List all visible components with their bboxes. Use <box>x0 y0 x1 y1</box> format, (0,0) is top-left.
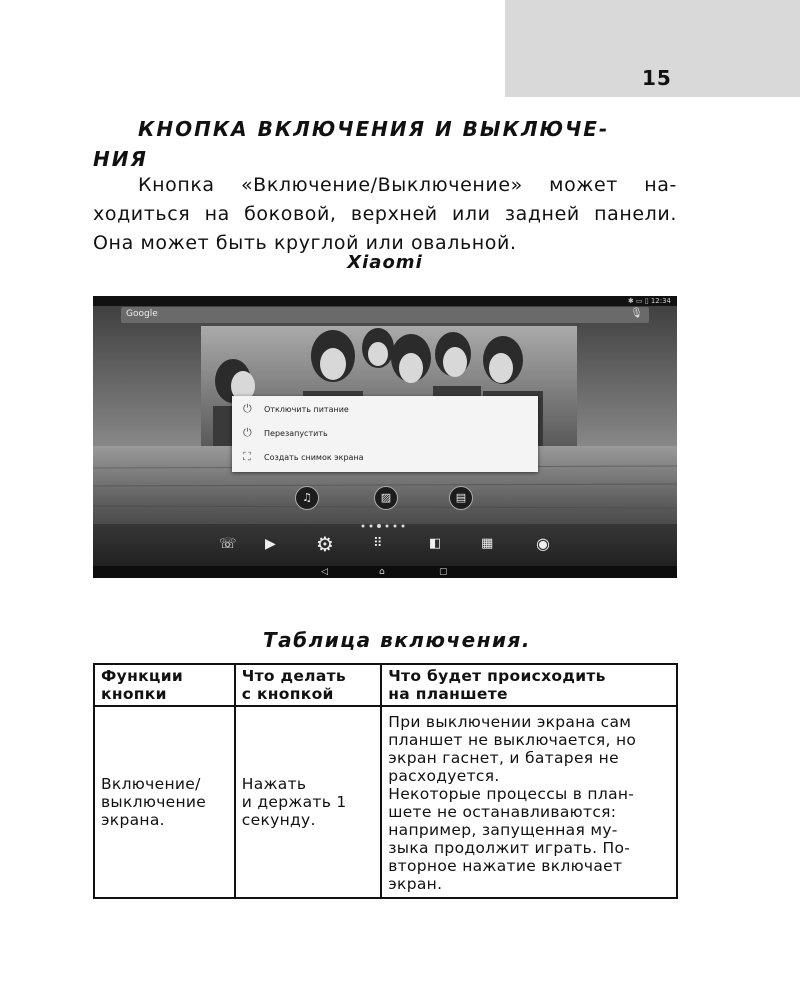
app-drawer-icon[interactable]: ⠿ <box>373 536 383 551</box>
status-icons: ✱ ▭ ▯ 12:34 <box>627 297 671 305</box>
cell-action: Нажать и держать 1 секунду. <box>235 706 381 898</box>
navigation-bar <box>93 566 677 578</box>
film-icon: ▤ <box>449 486 473 510</box>
screenshot-icon: ⛶ <box>243 450 251 463</box>
media-app-icon[interactable]: ◧ <box>429 536 442 551</box>
page-number: 15 <box>642 66 672 90</box>
video-app-icon[interactable] <box>449 486 473 510</box>
recent-apps-icon[interactable]: ▢ <box>439 567 448 577</box>
menu-item-power-off[interactable] <box>232 398 538 422</box>
image-icon: ▨ <box>374 486 398 510</box>
header-result: Что будет происходить на планшете <box>381 664 677 706</box>
microphone-icon[interactable]: 🎙 <box>630 308 643 319</box>
cell-result: При выключении экрана сам планшет не выключается, но экран гаснет, и батарея не расходуется. Некоторые процессы в план- шете не останавливаются: например, запущенная му- зыка продолжит играть. По- вторное нажатие включает экран. <box>381 706 677 898</box>
phone-app-icon[interactable]: ☏ <box>219 536 237 552</box>
heading-line-1: КНОПКА ВКЛЮЧЕНИЯ И ВЫКЛЮЧЕ- <box>138 117 610 141</box>
menu-item-screenshot[interactable] <box>232 446 538 470</box>
settings-gear-icon[interactable]: ⚙ <box>316 532 334 556</box>
tablet-screenshot <box>93 296 677 578</box>
back-icon[interactable]: ◁ <box>321 567 328 577</box>
power-button-table <box>93 663 678 899</box>
heading-line-2: НИЯ <box>93 147 148 171</box>
menu-item-label: Перезапустить <box>264 429 328 438</box>
header-function: Функции кнопки <box>94 664 235 706</box>
menu-item-restart[interactable] <box>232 422 538 446</box>
calendar-app-icon[interactable]: ▦ <box>481 536 494 551</box>
table-header-row <box>94 664 677 706</box>
paragraph-line-2: ходиться на боковой, верхней или задней панели. <box>93 203 677 225</box>
paragraph-line-3: Она может быть круглой или овальной. <box>93 232 517 254</box>
google-search-label: Google <box>126 309 158 319</box>
header-action: Что делать с кнопкой <box>235 664 381 706</box>
music-note-icon: ♫ <box>295 486 319 510</box>
status-bar <box>93 296 677 306</box>
cell-function: Включение/ выключение экрана. <box>94 706 235 898</box>
menu-item-label: Отключить питание <box>264 405 349 414</box>
menu-item-label: Создать снимок экрана <box>264 453 364 462</box>
paragraph-line-1: Кнопка «Включение/Выключение» может на- <box>138 174 677 196</box>
table-row <box>94 706 677 898</box>
figure-caption: Xiaomi <box>347 252 423 273</box>
restart-icon: ⏻ <box>243 426 252 439</box>
power-icon: ⏻ <box>243 402 252 415</box>
gallery-app-icon[interactable] <box>374 486 398 510</box>
power-menu-dialog <box>232 396 538 472</box>
camera-app-icon[interactable]: ◉ <box>536 534 550 553</box>
table-caption: Таблица включения. <box>263 628 531 652</box>
google-search-bar[interactable] <box>121 307 649 323</box>
section-heading <box>93 114 683 174</box>
music-app-icon[interactable] <box>295 486 319 510</box>
home-icon[interactable]: ⌂ <box>379 567 385 577</box>
play-store-icon[interactable]: ▶ <box>265 536 276 552</box>
